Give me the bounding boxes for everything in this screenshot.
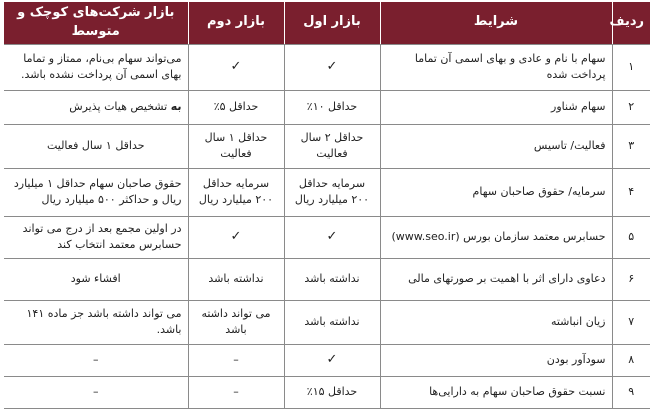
table-row	[4, 258, 650, 300]
checkmark-icon: ✓	[284, 216, 380, 258]
condition-cell: سهام شناور	[380, 90, 612, 124]
second-market-cell: حداقل ۵٪	[188, 90, 284, 124]
listing-requirements-table	[4, 2, 650, 409]
sme-cell: می‌تواند سهام بی‌نام، ممتاز و تماما بهای اسمی آن پرداخت نشده باشد.	[4, 44, 188, 90]
sme-cell: افشاء شود	[4, 258, 188, 300]
sme-cell: می تواند داشته باشد جز ماده ۱۴۱ باشد.	[4, 300, 188, 344]
row-number: ۷	[612, 300, 650, 344]
table-row	[4, 216, 650, 258]
row-number: ۴	[612, 168, 650, 216]
table-row	[4, 124, 650, 168]
header-row-number: ردیف	[612, 2, 650, 44]
row-number: ۸	[612, 344, 650, 376]
sme-cell: حقوق صاحبان سهام حداقل ۱ میلیارد ریال و حداکثر ۵۰۰ میلیارد ریال	[4, 168, 188, 216]
condition-cell: سهام با نام و عادی و بهای اسمی آن تماما پرداخت شده	[380, 44, 612, 90]
table-row	[4, 90, 650, 124]
header-second-market: بازار دوم	[188, 2, 284, 44]
condition-cell: زیان انباشته	[380, 300, 612, 344]
first-market-cell: حداقل ۲ سال فعالیت	[284, 124, 380, 168]
row-number: ۵	[612, 216, 650, 258]
dash-cell: –	[188, 344, 284, 376]
first-market-cell: حداقل ۱۰٪	[284, 90, 380, 124]
first-market-cell: سرمایه حداقل ۲۰۰ میلیارد ریال	[284, 168, 380, 216]
first-market-cell: حداقل ۱۵٪	[284, 376, 380, 408]
table-row	[4, 344, 650, 376]
checkmark-icon: ✓	[188, 44, 284, 90]
condition-cell: دعاوی دارای اثر با اهمیت بر صورتهای مالی	[380, 258, 612, 300]
checkmark-icon: ✓	[284, 44, 380, 90]
checkmark-icon: ✓	[188, 216, 284, 258]
first-market-cell: نداشته باشد	[284, 258, 380, 300]
condition-cell: سرمایه/ حقوق صاحبان سهام	[380, 168, 612, 216]
checkmark-icon: ✓	[284, 344, 380, 376]
header-first-market: بازار اول	[284, 2, 380, 44]
table-row	[4, 300, 650, 344]
sme-text: تشخیص هیات پذیرش	[69, 100, 168, 114]
requirements-table-wrapper	[4, 2, 650, 403]
second-market-cell: حداقل ۱ سال فعالیت	[188, 124, 284, 168]
dash-cell: –	[188, 376, 284, 408]
condition-cell: حسابرس معتمد سازمان بورس (www.seo.ir)	[380, 216, 612, 258]
sme-cell	[4, 90, 188, 124]
row-number: ۳	[612, 124, 650, 168]
table-row	[4, 376, 650, 408]
table-row	[4, 44, 650, 90]
row-number: ۹	[612, 376, 650, 408]
second-market-cell: می تواند داشته باشد	[188, 300, 284, 344]
condition-cell: سودآور بودن	[380, 344, 612, 376]
header-condition: شرایط	[380, 2, 612, 44]
second-market-cell: نداشته باشد	[188, 258, 284, 300]
sme-cell: حداقل ۱ سال فعالیت	[4, 124, 188, 168]
row-number: ۶	[612, 258, 650, 300]
table-row	[4, 168, 650, 216]
header-row	[4, 2, 650, 44]
sme-bold-word: به	[170, 100, 182, 114]
dash-cell: –	[4, 376, 188, 408]
sme-cell: در اولین مجمع بعد از درج می تواند حسابرس معتمد انتخاب کند	[4, 216, 188, 258]
row-number: ۱	[612, 44, 650, 90]
header-sme-market: بازار شرکت‌های کوچک و متوسط	[4, 2, 188, 44]
dash-cell: –	[4, 344, 188, 376]
second-market-cell: سرمایه حداقل ۲۰۰ میلیارد ریال	[188, 168, 284, 216]
first-market-cell: نداشته باشد	[284, 300, 380, 344]
condition-cell: فعالیت/ تاسیس	[380, 124, 612, 168]
condition-cell: نسبت حقوق صاحبان سهام به دارایی‌ها	[380, 376, 612, 408]
row-number: ۲	[612, 90, 650, 124]
